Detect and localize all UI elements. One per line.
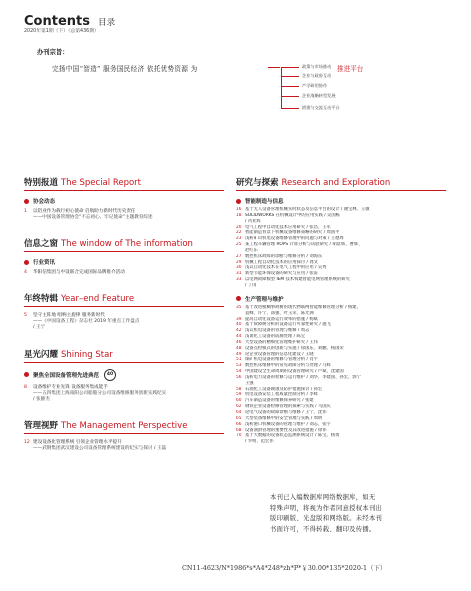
article-title: 数控机床维修中的常见故障分析与处理 / 马辉 — [245, 363, 331, 369]
section-special-report-title — [24, 176, 224, 188]
article-title: / 罗明、范宏伟 — [245, 439, 274, 445]
article-title: SOLIDWORKS 在机械设计中的应用实践 / 吴国栋 — [245, 212, 340, 218]
article-title: 华阳信集团与中设联合完成国际品牌推介活动 — [33, 270, 125, 276]
bullet-dot-icon — [24, 260, 29, 265]
article-page: 27 — [236, 253, 242, 259]
article-page: 58 — [236, 386, 242, 392]
subsection-heading: 协会动态 — [33, 199, 56, 205]
article-title: 大型装备维修中的安全管理与实践 / 周明 — [245, 415, 323, 421]
badge-40: 40 — [104, 369, 116, 381]
subsection-industry-news — [24, 258, 224, 266]
article-page: 53 — [236, 363, 242, 369]
article-title: 某工程车辆管理 ROPS 计算分析与试验研究 / 胡景辉、曹辉、 — [245, 242, 363, 248]
article-title: 机电设备安装工程质量控制分析 / 李辉 — [245, 392, 318, 398]
article-title: / 芮亚辉 — [245, 218, 261, 224]
notice-line: 书面许可，不得转载、翻印及传播。 — [270, 525, 376, 533]
article-page: 1 — [24, 209, 27, 214]
article-page: 51 — [236, 357, 242, 363]
subsection-smart-manufacturing — [236, 197, 446, 205]
article-page: 65 — [236, 415, 242, 421]
notice-line: 特殊声明，将视为作者同意授权本刊出 — [270, 504, 383, 512]
article-title: 基于改进模糊事故树的现代物联网智能维修管理分析 / 杨建、 — [245, 304, 361, 310]
article-page: 56 — [236, 374, 242, 380]
article-page: 20 — [236, 224, 242, 230]
star-title-en: Shining Star — [60, 349, 113, 360]
article-page: 30 — [236, 265, 242, 271]
article-page: 22 — [236, 230, 242, 236]
article-title: 论企业设备管理的信息化建设 / 王晓 — [245, 351, 314, 357]
notice-line: 本刊已入编数据库网络数据库，如无 — [270, 494, 376, 501]
article-subtitle: ——武钢集团武汉建设公司设备管理系统建设的纪实与探讨 / 王磊 — [33, 445, 167, 451]
window-title-en: The window of The information — [60, 239, 193, 250]
article-page: 42 — [236, 328, 242, 334]
section-research-title — [236, 176, 446, 188]
editorial-aim-platform: 推进平台 — [337, 65, 364, 73]
article-title: 赵红东 — [245, 247, 258, 253]
article-entry[interactable] — [24, 209, 224, 221]
issue-info: 2020年第1期（下）（总第436期） — [24, 29, 99, 34]
article-page: 44 — [236, 334, 242, 340]
research-title-cn: 研究与探索 — [236, 178, 279, 188]
star-title-cn: 星光闪耀 — [24, 349, 59, 360]
article-page: 5 — [24, 313, 27, 319]
article-page: 4 — [24, 270, 27, 276]
section-rule — [24, 362, 224, 363]
subsection-heading: 聚焦全国设备管理先进典范 — [33, 372, 100, 379]
bullet-dot-icon — [236, 199, 241, 204]
aim-tick — [281, 96, 299, 97]
article-title: 智能制造背景下机械设备维修策略的研究 / 周国平 — [245, 230, 340, 236]
article-title: 中国建设全生命周期的设备管理研究 / 卢斌、沈建国 — [245, 369, 344, 375]
article-page: 40 — [236, 322, 242, 328]
article-page: 16 — [236, 207, 242, 212]
article-title: 浅谈化工设备的防腐处理 / 陈宝 — [245, 334, 306, 340]
article-page: 33 — [236, 277, 242, 283]
research-title-en: Research and Exploration — [281, 178, 391, 188]
article-title: 设备点检模式的创新与实施 / 徐国东、刘鹏、杨国荣 — [245, 345, 344, 351]
aim-sub-item: 企业战略转型发展 — [302, 93, 336, 98]
article-page: 48 — [236, 345, 242, 351]
article-page: 59 — [236, 392, 242, 398]
article-title: 煤矿机电设备的维修与管理分析 / 肖宇 — [245, 357, 318, 363]
bullet-dot-icon — [24, 372, 29, 377]
section-rule — [236, 190, 446, 191]
article-subtitle: ——五四集团上海南阳公司船舶分公司设备维修服务创新实践纪实 — [33, 390, 167, 396]
article-entry[interactable] — [24, 313, 224, 331]
article-list-smart-manufacturing — [236, 207, 446, 289]
yearend-title-cn: 年终特辑 — [24, 294, 59, 305]
article-title: 建设设备化管理系统 引领企业管理水平提升 — [33, 439, 122, 445]
article-page: 31 — [236, 271, 242, 277]
window-title-cn: 信息之窗 — [24, 239, 59, 250]
article-entry[interactable] — [24, 385, 224, 403]
article-page: 66 — [236, 421, 242, 427]
aim-sub-item: 政策与市场推动 — [302, 64, 332, 69]
article-author: / 王宁 — [33, 325, 46, 331]
section-rule — [24, 251, 224, 252]
article-page — [236, 283, 245, 289]
article-title: 基于无人设备管理机械实时状态及信息平台的设计 / 谢宝林、王敏 — [245, 207, 370, 212]
article-page — [236, 439, 245, 445]
article-page: 64 — [236, 410, 242, 415]
article-title: / 丁闰 — [245, 282, 257, 288]
article-title: 浅析港口机械设备的管理与维护 / 刘志、张宇 — [245, 421, 331, 427]
article-page: 46 — [236, 339, 242, 345]
editorial-aim-main: 完扬中国“智造” 服务国民经济 依托优势资源 为 — [52, 65, 198, 73]
copyright-notice — [270, 493, 455, 535]
management-title-en: The Management Perspective — [60, 420, 188, 431]
article-entry[interactable] — [236, 283, 446, 289]
article-title: 袁峰、许宁、郑强、叶玉荣、陈光洲 — [245, 310, 314, 316]
article-subtitle: ——中国设备管理协会“不忘初心、牢记使命”主题教育综述 — [33, 215, 153, 221]
article-title: 钢铁企业设备检修管理的探索与实践 / 马国庆 — [245, 404, 331, 410]
contents-title-en: Contents — [24, 14, 90, 29]
article-title: 基于故障树分析的设备运行可靠性研究 / 施飞 — [245, 322, 331, 328]
section-rule — [24, 190, 224, 191]
article-title: 论电气设备的故障诊断与维修 / 王宁、沈伟 — [245, 410, 327, 415]
article-title: 汽车制造设备的维修保养研究 / 张建 — [245, 398, 314, 404]
left-column — [24, 176, 224, 452]
article-title: 机械工程自动化技术的应用探讨 / 龚文 — [245, 259, 318, 265]
article-list-production-maintenance — [236, 305, 446, 445]
section-management-title — [24, 419, 224, 431]
article-title: 数控机床故障的诊断与维修分析 / 刘海东 — [245, 253, 323, 259]
aim-sub-item: 企业与政府互动 — [302, 73, 332, 78]
article-title: 设备润滑管理的重要性及其改进措施 / 徐伟 — [245, 427, 327, 433]
subsection-heading: 生产管理与维护 — [245, 296, 284, 303]
article-title: 石油化工设备腐蚀及防护措施探讨 / 孙宏 — [245, 386, 323, 392]
section-rule — [24, 306, 224, 307]
section-window-title — [24, 237, 224, 249]
article-title: 以铝业作为载行初心使命 启航助力新时代历史责任 — [33, 209, 136, 214]
aim-tick — [281, 86, 299, 87]
article-title: 设备维护专业先锋 设备服务集成能手 — [33, 384, 108, 390]
subsection-association-news — [24, 197, 224, 205]
article-title: 以电网故障模型 IEM 技术构建智能电网管理系统的研究 — [245, 277, 350, 283]
editorial-aim-label: 办刊宗旨： — [37, 49, 69, 56]
aim-connector-line — [268, 67, 280, 68]
article-title: 新型节能环保设备的研究与应用 / 张雷 — [245, 271, 318, 277]
section-rule — [24, 433, 224, 434]
publication-code: CN11-4623/N*1986*s*A4*248*zh*P*￥30.00*135*2020-1（下） — [182, 564, 387, 572]
article-author: / 张静杰 — [33, 396, 50, 402]
management-title-cn: 管理视野 — [24, 420, 59, 431]
aim-sub-item: 产学研用协作 — [302, 83, 328, 88]
right-column — [236, 176, 446, 445]
article-page: 23 — [236, 236, 242, 242]
aim-tick — [281, 108, 299, 109]
article-page: 54 — [236, 369, 242, 375]
article-page: 35 — [236, 304, 242, 310]
article-title: 大型设备的精细化管理维护研究 / 王伟 — [245, 339, 318, 345]
aim-bracket-line — [281, 67, 282, 109]
article-title: 浅析电力设备的检修与运行维护 / 刘华、李建国、孙宏、郭宁 — [245, 374, 361, 380]
special-title-cn: 特别报道 — [24, 178, 59, 188]
article-title: 坚守主阵地 唱响主旋律 服务新时代 — [33, 313, 105, 319]
article-page: 39 — [236, 316, 242, 322]
article-title: 电气工程中自动化技术应用研究 / 张昌、王军 — [245, 224, 331, 230]
article-page: 70 — [236, 433, 242, 439]
aim-tick — [281, 67, 299, 68]
article-page: 8 — [24, 384, 27, 390]
notice-line: 版印刷版、光盘版和网络版。未经本刊 — [270, 515, 383, 522]
section-yearend-title — [24, 292, 224, 304]
aim-sub-item: 搭建与交流互动平台 — [302, 105, 340, 110]
article-entry[interactable] — [236, 439, 446, 445]
contents-title-cn: 目录 — [98, 18, 116, 28]
special-title-en: The Special Report — [60, 178, 141, 188]
aim-tick — [281, 76, 299, 77]
article-entry[interactable] — [24, 270, 224, 276]
yearend-title-en: Year–end Feature — [60, 294, 135, 305]
article-entry[interactable] — [24, 440, 224, 452]
bullet-dot-icon — [24, 199, 29, 204]
article-title: 基于大数据的设备状态监测系统设计 / 陈宝、杨勇 — [245, 433, 340, 439]
article-title: 提高自动化设备运行效率的措施 / 杨斌 — [245, 316, 318, 322]
subsection-heading: 智能制造与信息 — [245, 199, 284, 205]
article-page: 29 — [236, 259, 242, 265]
article-title: 浅议机电设备的管理与维修 / 周志 — [245, 328, 310, 334]
article-page: 60 — [236, 398, 242, 404]
article-title: 浅议自动化技术在电气工程中的应用 / 吴秀 — [245, 265, 327, 271]
article-title: 浅析矿山机电设备维修管理中的问题与对策 / 王德周 — [245, 236, 344, 242]
section-shining-star-title — [24, 348, 224, 360]
article-page: 25 — [236, 242, 242, 248]
subsection-heading: 行业资讯 — [33, 260, 56, 267]
subsection-advanced-models — [24, 369, 224, 381]
article-page: 12 — [24, 439, 30, 445]
article-page: 68 — [236, 427, 242, 433]
article-page: 18 — [236, 212, 242, 218]
bullet-dot-icon — [236, 296, 241, 301]
article-title: 王强 — [245, 380, 254, 386]
subsection-production-maintenance — [236, 295, 446, 303]
article-page: 62 — [236, 404, 242, 410]
article-page: 49 — [236, 351, 242, 357]
article-subtitle: ——《中国设备工程》杂志社 2019 年重点工作盘点 — [33, 319, 140, 325]
